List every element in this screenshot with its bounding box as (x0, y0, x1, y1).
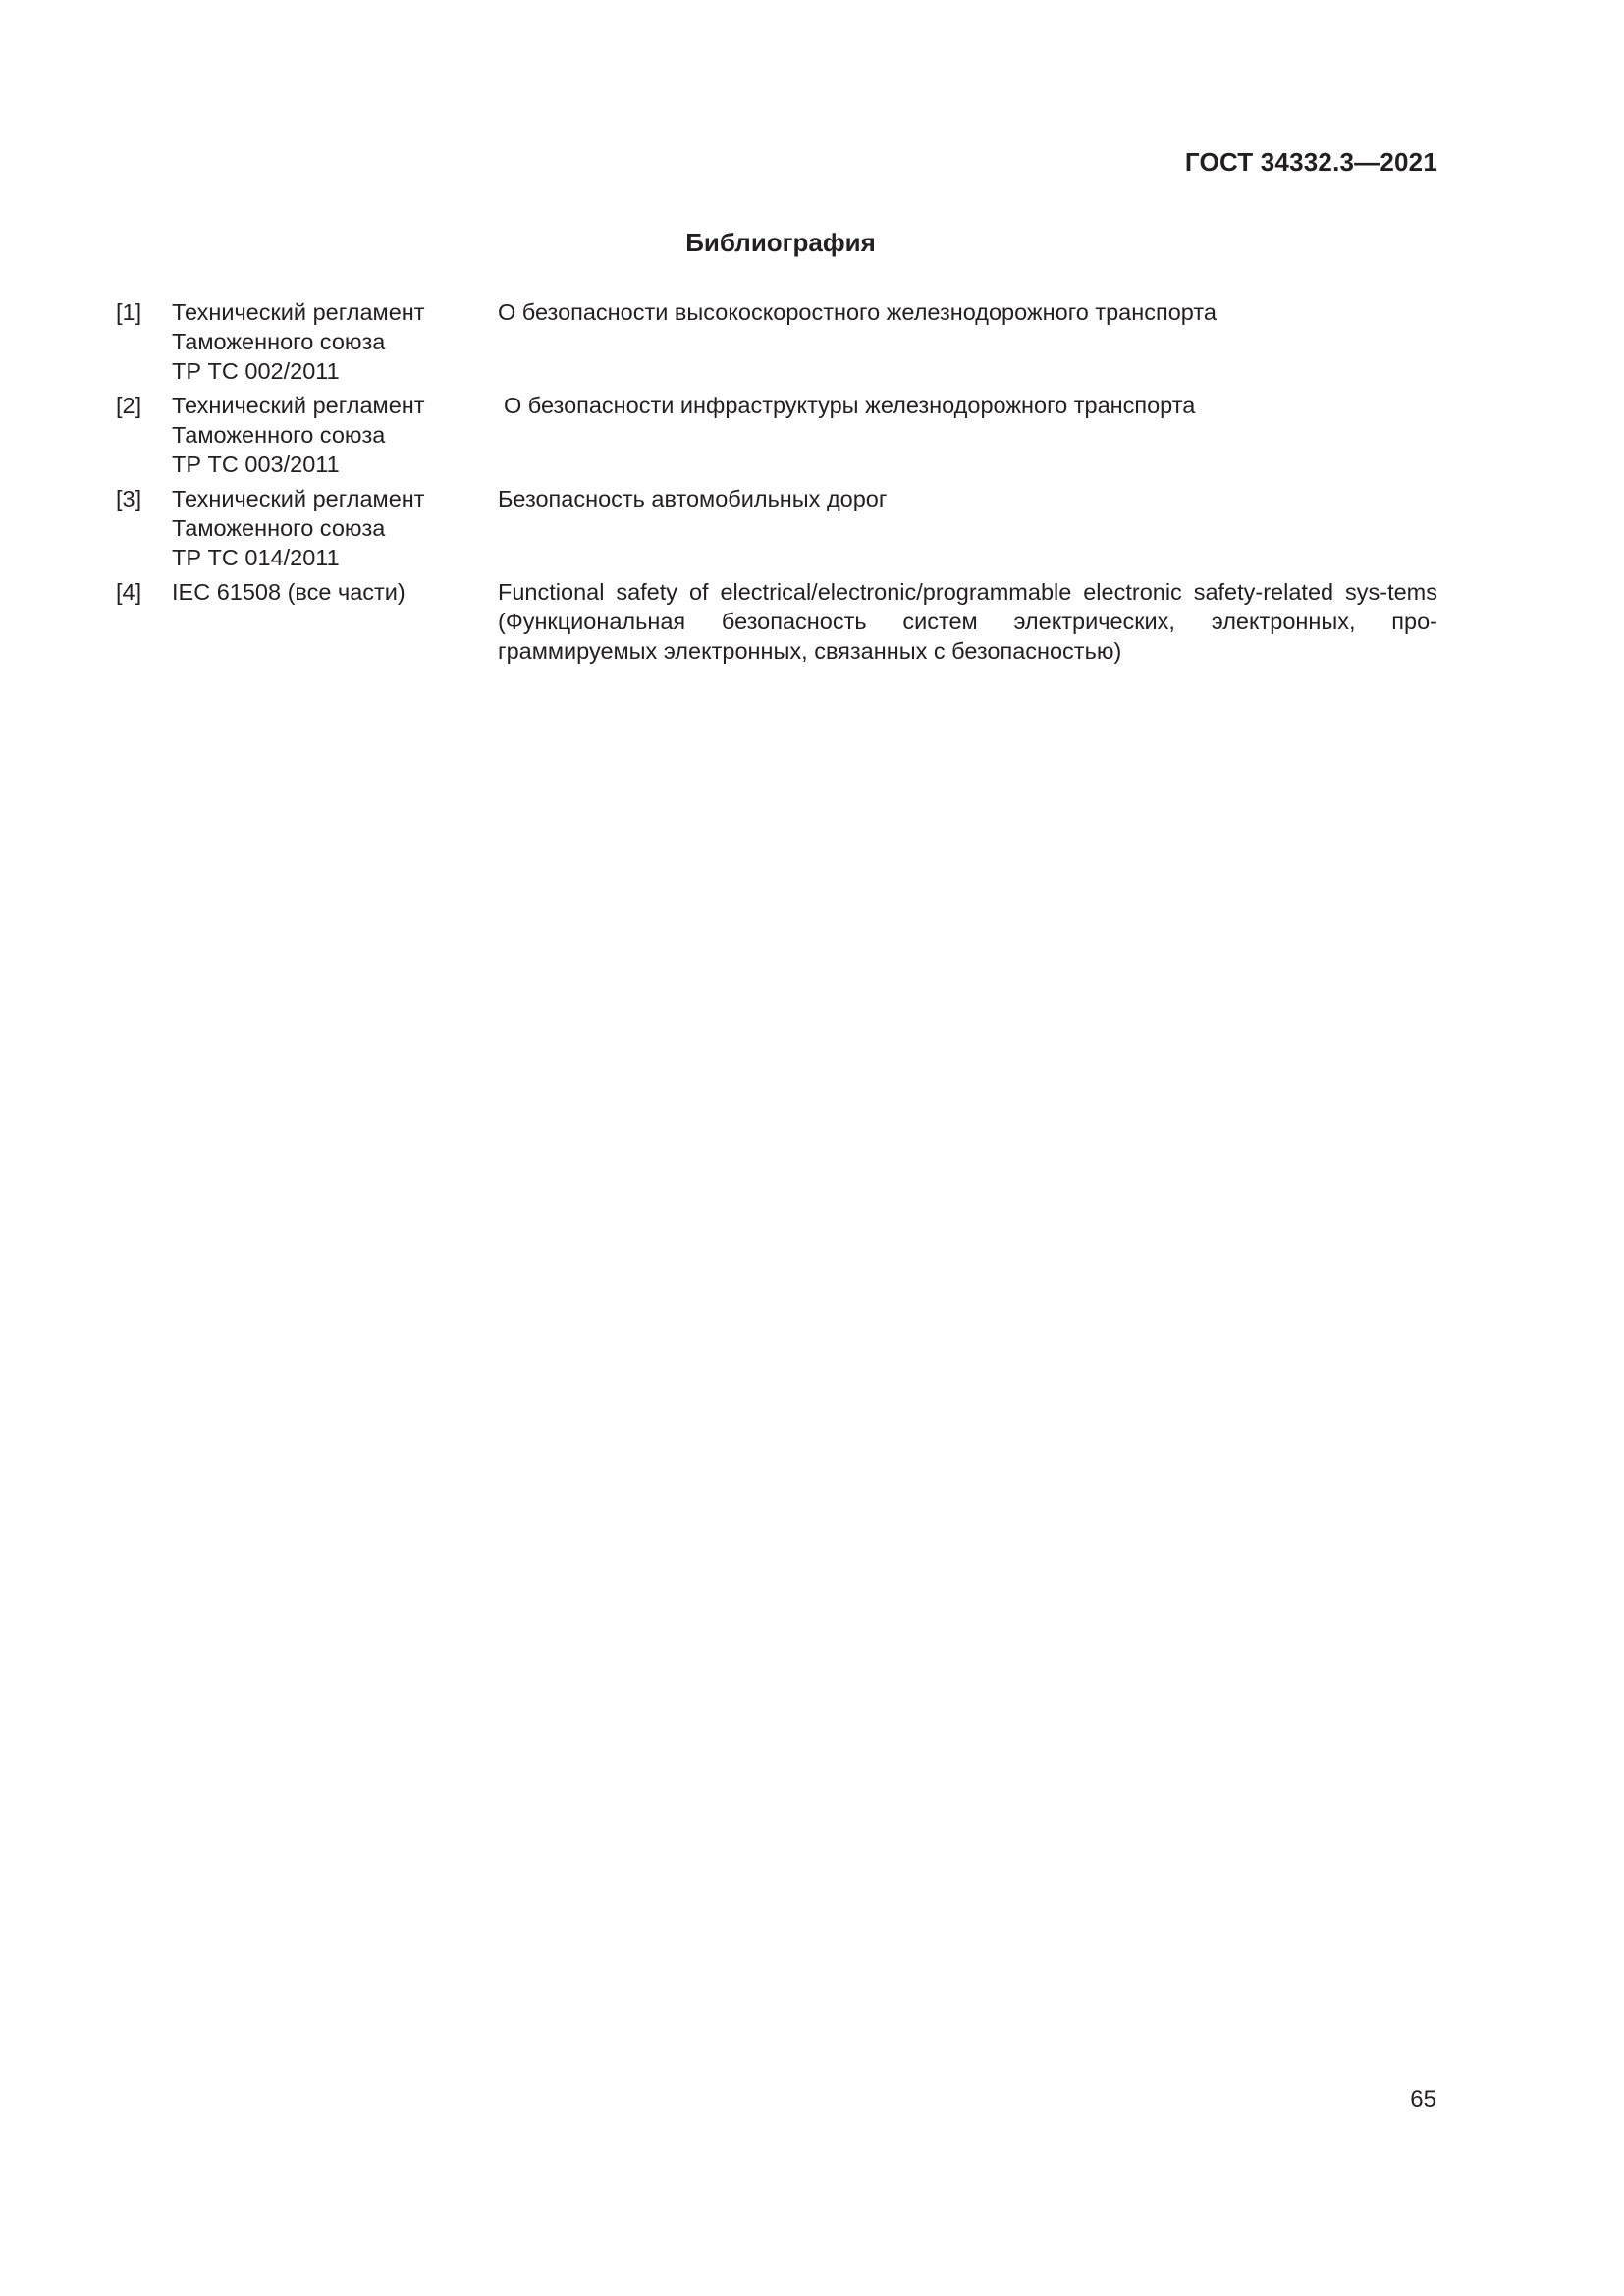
entry-title: О безопасности высокоскоростного железнодорожного транспорта (498, 299, 1217, 325)
document-code: ГОСТ 34332.3—2021 (1184, 147, 1437, 177)
entry-number: [4] (116, 579, 142, 605)
entry-reference-line: ТР ТС 003/2011 (172, 452, 340, 477)
bibliography-entry (116, 297, 1437, 386)
entry-number: [1] (116, 299, 142, 325)
entry-number: [3] (116, 486, 142, 511)
entry-reference-line: ТР ТС 002/2011 (172, 358, 340, 384)
entry-reference-line: IEC 61508 (все части) (172, 579, 406, 605)
entry-reference (172, 297, 498, 386)
entry-number: [2] (116, 393, 142, 418)
entry-title: О безопасности инфраструктуры железнодорожного транспорта (504, 393, 1196, 418)
entry-reference (172, 577, 498, 607)
entry-reference-line: Таможенного союза (172, 422, 386, 448)
entry-reference (172, 391, 498, 479)
bibliography-entry (116, 391, 1437, 479)
entry-reference-line: ТР ТС 014/2011 (172, 545, 340, 570)
entry-title: Functional safety of electrical/electronic/programmable electronic safety-related sys-tems (Функциональная безопасность систем электрических, электронных, про-граммируемых электронных, связанных с безопасностью) (498, 579, 1437, 664)
entry-reference-line: Таможенного союза (172, 515, 386, 541)
entry-reference (172, 484, 498, 572)
entry-title: Безопасность автомобильных дорог (498, 486, 888, 511)
bibliography-entry (116, 484, 1437, 572)
entry-reference-line: Таможенного союза (172, 329, 386, 354)
section-title: Библиография (685, 228, 876, 257)
bibliography-list (116, 297, 1437, 670)
entry-reference-line: Технический регламент (172, 393, 425, 418)
bibliography-entry (116, 577, 1437, 666)
entry-reference-line: Технический регламент (172, 299, 425, 325)
page-number: 65 (1410, 2086, 1436, 2112)
entry-reference-line: Технический регламент (172, 486, 425, 511)
